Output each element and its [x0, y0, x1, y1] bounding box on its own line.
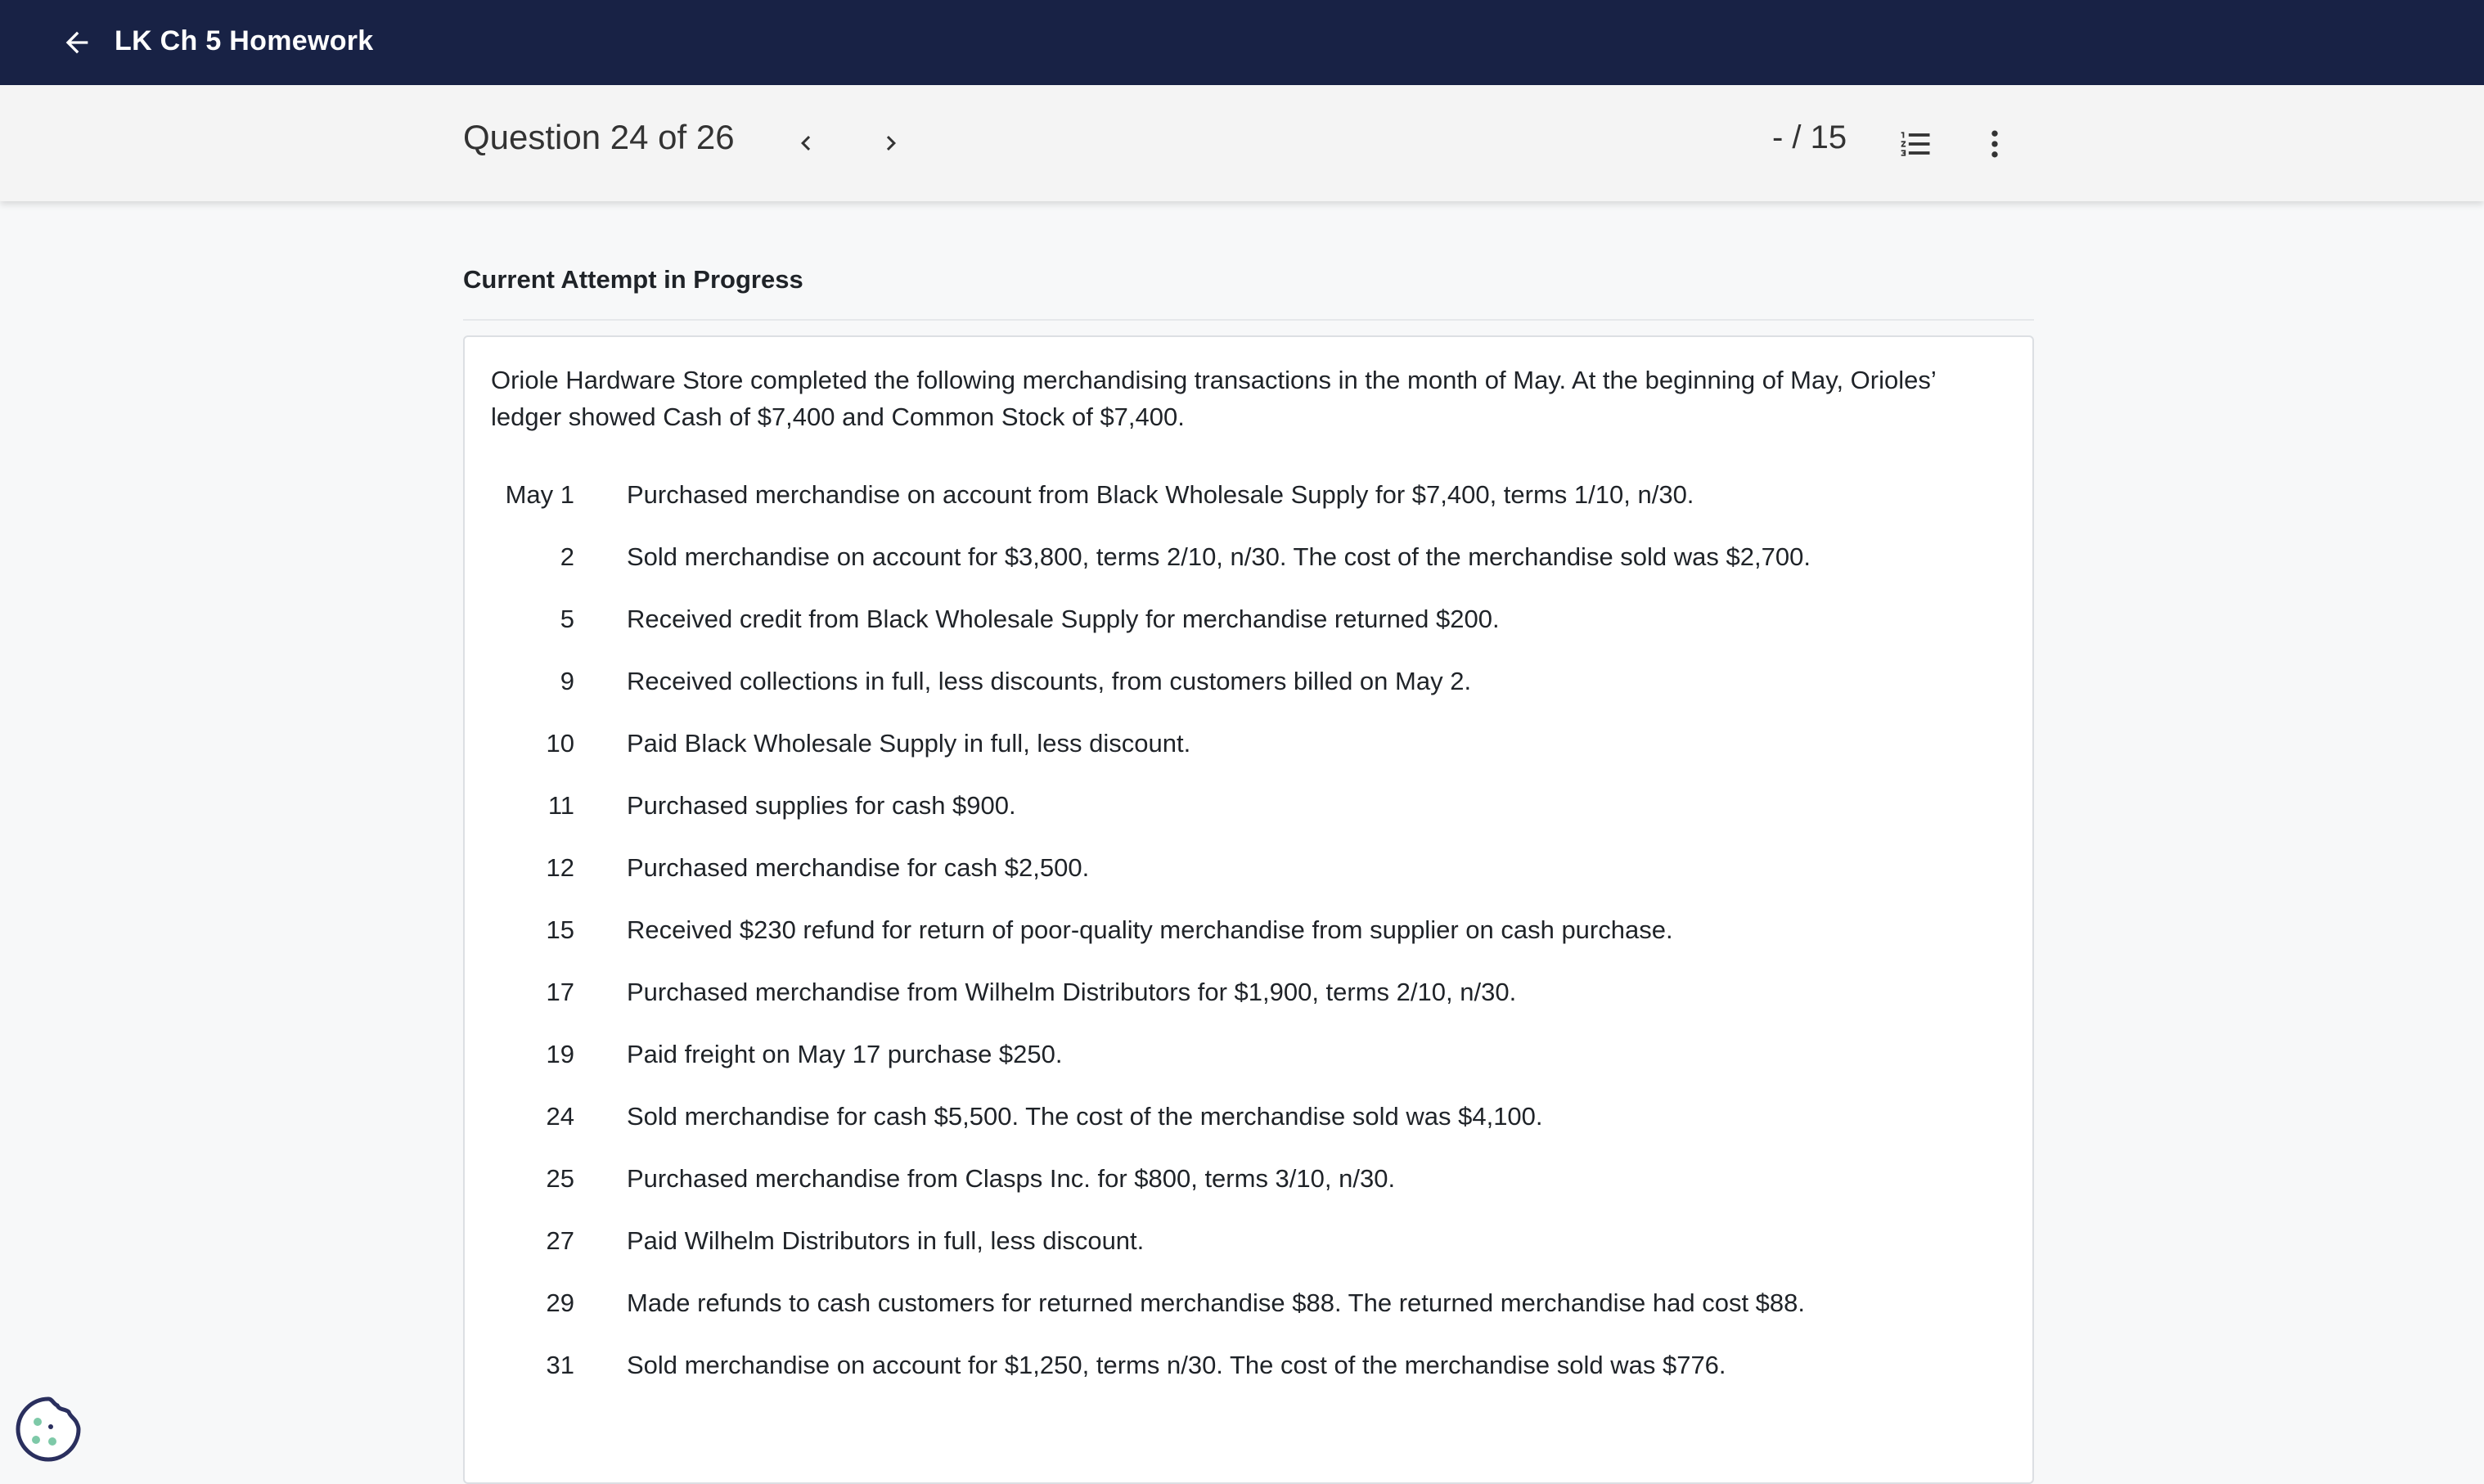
- transaction-date: 27: [546, 1226, 574, 1255]
- cookie-settings-button[interactable]: [15, 1396, 82, 1463]
- transaction-row: [465, 1160, 2019, 1198]
- transaction-description: Purchased merchandise from Wilhelm Distributors for $1,900, terms 2/10, n/30.: [627, 978, 1517, 1006]
- transaction-row: [465, 911, 2019, 949]
- transaction-row: [465, 1222, 2019, 1260]
- transaction-description: Purchased merchandise on account from Black Wholesale Supply for $7,400, terms 1/10, n/30.: [627, 480, 1694, 509]
- transaction-description: Received credit from Black Wholesale Supply for merchandise returned $200.: [627, 605, 1500, 633]
- transaction-row: [465, 1347, 2019, 1384]
- transaction-description: Received collections in full, less discounts, from customers billed on May 2.: [627, 667, 1472, 695]
- transaction-date: 11: [547, 791, 574, 820]
- arrow-left-icon: [61, 26, 93, 59]
- more-options-button[interactable]: [1973, 123, 2016, 165]
- transaction-date: 24: [546, 1102, 574, 1131]
- transaction-date: 15: [546, 915, 574, 944]
- transaction-date: May 1: [505, 480, 574, 509]
- question-nav-bar: [0, 85, 2484, 201]
- divider: [463, 319, 2034, 321]
- transaction-date: 29: [546, 1288, 574, 1317]
- transaction-row: [465, 663, 2019, 700]
- transaction-date: 19: [546, 1040, 574, 1068]
- transaction-date: 5: [560, 605, 574, 633]
- transaction-date: 12: [546, 853, 574, 882]
- previous-question-button[interactable]: [785, 123, 826, 164]
- transaction-description: Received $230 refund for return of poor-quality merchandise from supplier on cash purchase.: [627, 915, 1673, 944]
- transaction-date: 9: [560, 667, 574, 695]
- transaction-row: [465, 476, 2019, 514]
- transaction-description: Sold merchandise on account for $3,800, terms 2/10, n/30. The cost of the merchandise sold was $2,700.: [627, 542, 1811, 571]
- chevron-right-icon: [876, 128, 906, 158]
- transaction-row: [465, 849, 2019, 887]
- next-question-button[interactable]: [871, 123, 911, 164]
- attempt-status: Current Attempt in Progress: [463, 265, 803, 294]
- back-button[interactable]: [54, 20, 100, 65]
- transaction-description: Paid Wilhelm Distributors in full, less discount.: [627, 1226, 1145, 1255]
- score-display: - / 15: [1772, 119, 1847, 155]
- question-list-button[interactable]: [1895, 123, 1937, 165]
- question-counter: Question 24 of 26: [463, 118, 735, 156]
- question-panel: [463, 335, 2034, 1484]
- transaction-description: Sold merchandise on account for $1,250, terms n/30. The cost of the merchandise sold was $776.: [627, 1351, 1726, 1379]
- transaction-description: Purchased merchandise for cash $2,500.: [627, 853, 1090, 882]
- transaction-description: Sold merchandise for cash $5,500. The cost of the merchandise sold was $4,100.: [627, 1102, 1543, 1131]
- transaction-description: Made refunds to cash customers for returned merchandise $88. The returned merchandise had cost $88.: [627, 1288, 1806, 1317]
- cookie-icon: [15, 1396, 82, 1463]
- transaction-row: [465, 787, 2019, 825]
- more-vertical-icon: [1977, 126, 2013, 162]
- transaction-date: 10: [546, 729, 574, 758]
- numbered-list-icon: [1898, 126, 1934, 162]
- transaction-description: Paid Black Wholesale Supply in full, less discount.: [627, 729, 1191, 758]
- transaction-description: Purchased supplies for cash $900.: [627, 791, 1016, 820]
- top-bar: [0, 0, 2484, 85]
- transaction-date: 31: [546, 1351, 574, 1379]
- transaction-row: [465, 974, 2019, 1011]
- transaction-row: [465, 1036, 2019, 1073]
- assignment-title: LK Ch 5 Homework: [115, 25, 374, 56]
- transaction-description: Purchased merchandise from Clasps Inc. for $800, terms 3/10, n/30.: [627, 1164, 1396, 1193]
- transaction-date: 2: [560, 542, 574, 571]
- chevron-left-icon: [791, 128, 821, 158]
- transaction-row: [465, 725, 2019, 762]
- transaction-description: Paid freight on May 17 purchase $250.: [627, 1040, 1063, 1068]
- transaction-row: [465, 600, 2019, 638]
- transaction-row: [465, 538, 2019, 576]
- transaction-row: [465, 1284, 2019, 1322]
- transaction-date: 25: [546, 1164, 574, 1193]
- transaction-row: [465, 1098, 2019, 1135]
- question-intro: Oriole Hardware Store completed the following merchandising transactions in the month of May. At the beginning of May, Orioles’ ledger showed Cash of $7,400 and Common Stock of $7,400.: [491, 366, 1936, 431]
- transaction-date: 17: [546, 978, 574, 1006]
